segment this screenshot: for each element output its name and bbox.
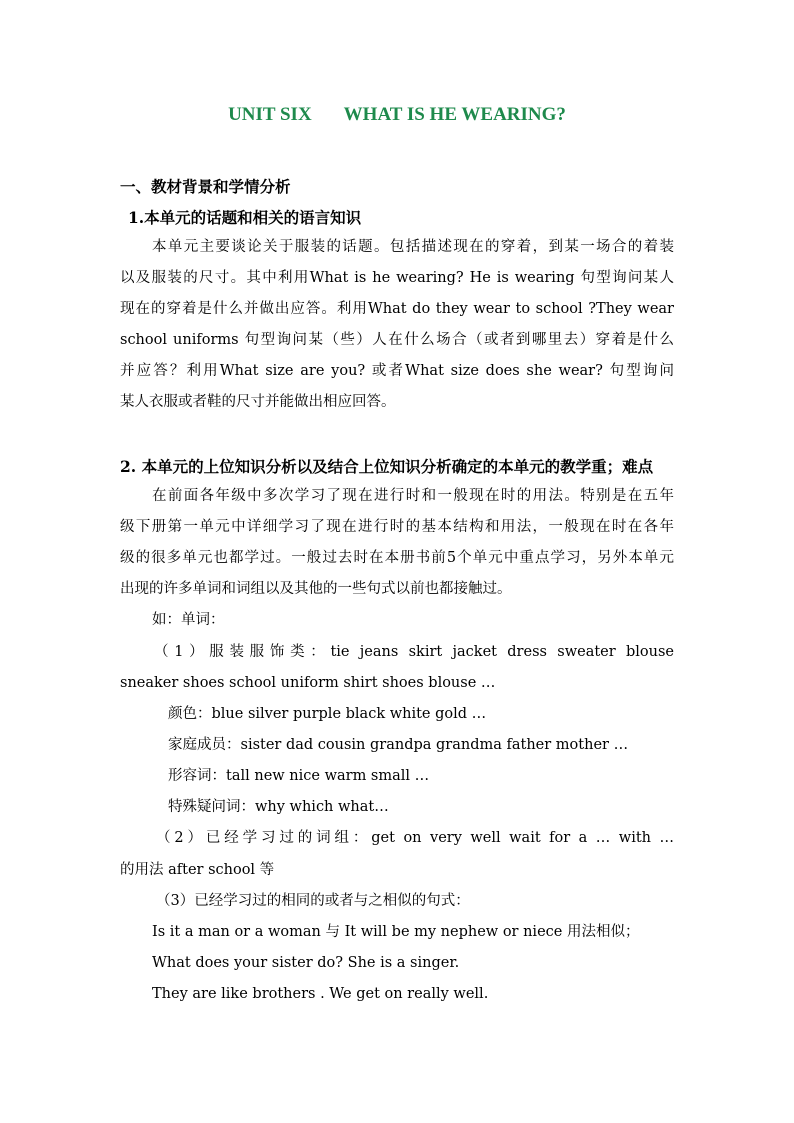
vocab-adjectives: 形容词：tall new nice warm small … [168, 768, 430, 784]
phrases-line: （2）已经学习过的词组：get on very well wait for a … with … [156, 830, 674, 846]
paragraph-line: 以及服装的尺寸。其中利用What is he wearing? He is wearing 句型询问某人 [120, 270, 674, 286]
paragraph-line: school uniforms 句型询问某（些）人在什么场合（或者到哪里去）穿着是什么 [120, 332, 674, 348]
paragraph-line: 级的很多单元也都学过。一般过去时在本册书前5个单元中重点学习，另外本单元 [120, 550, 674, 566]
paragraph-line: 某人衣服或者鞋的尺寸并能做出相应回答。 [120, 394, 396, 410]
vocab-clothing-cont: sneaker shoes school uniform shirt shoes blouse … [120, 675, 496, 691]
phrases-line-cont: 的用法 after school 等 [120, 862, 275, 878]
paragraph-line: 级下册第一单元中详细学习了现在进行时的基本结构和用法，一般现在时在各年 [120, 519, 674, 535]
vocab-clothing: （1）服装服饰类：tie jeans skirt jacket dress sweater blouse [154, 644, 674, 660]
sentence-patterns-heading: （3）已经学习过的相同的或者与之相似的句式： [156, 893, 470, 909]
section-heading: 一、教材背景和学情分析 [120, 177, 291, 196]
paragraph-line: 本单元主要谈论关于服装的话题。包括描述现在的穿着，到某一场合的着装 [152, 239, 674, 255]
vocab-question-words: 特殊疑问词：why which what… [168, 799, 389, 815]
sentence-example: Is it a man or a woman 与 It will be my nephew or niece 用法相似； [152, 924, 640, 940]
title-question: WHAT IS HE WEARING? [343, 104, 566, 125]
sentence-example: What does your sister do? She is a singer. [152, 955, 460, 971]
title-unit: UNIT SIX [228, 104, 312, 125]
paragraph-line: 在前面各年级中多次学习了现在进行时和一般现在时的用法。特别是在五年 [152, 488, 674, 504]
page-title [0, 104, 794, 126]
vocab-colors: 颜色：blue silver purple black white gold … [168, 706, 487, 722]
paragraph-line: 现在的穿着是什么并做出应答。利用What do they wear to school ?They wear [120, 301, 674, 317]
subsection-heading-1: 1.本单元的话题和相关的语言知识 [128, 208, 362, 227]
subsection-heading-2: 2. 本单元的上位知识分析以及结合上位知识分析确定的本单元的教学重；难点 [120, 457, 654, 476]
paragraph-line: 并应答？利用What size are you? 或者What size does she wear? 句型询问 [120, 363, 674, 379]
sentence-example: They are like brothers . We get on really well. [152, 986, 489, 1002]
paragraph-line: 出现的许多单词和词组以及其他的一些句式以前也都接触过。 [120, 581, 512, 597]
vocab-family: 家庭成员：sister dad cousin grandpa grandma father mother … [168, 737, 629, 753]
example-label: 如：单词： [152, 612, 225, 628]
